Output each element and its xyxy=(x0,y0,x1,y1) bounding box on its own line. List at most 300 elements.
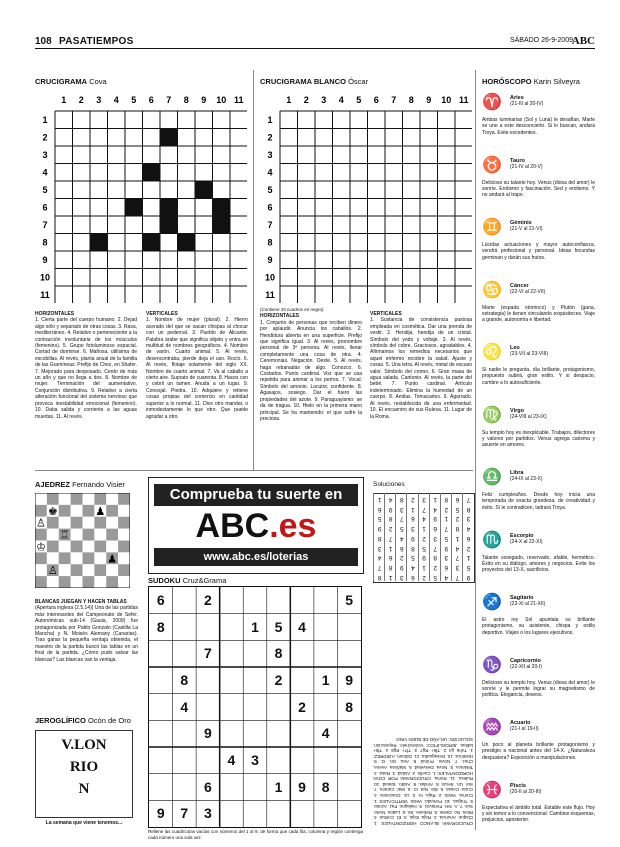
soluciones-sudoku xyxy=(373,493,475,583)
sudoku-cell[interactable]: 9 xyxy=(298,778,306,795)
sign-text: Si nadie le pregunta, día brillante, protagonismo, propuesto subirá, gran estilo. Y si despacio, cumbre a lo autosuficiente. xyxy=(482,367,595,386)
solution-cell: 6 xyxy=(462,532,474,542)
row-number: 4 xyxy=(267,167,273,178)
sudoku-cell[interactable]: 4 xyxy=(180,698,189,715)
solution-cell: 9 xyxy=(418,552,430,562)
row-number: 2 xyxy=(42,132,48,143)
sudoku-cell[interactable]: 3 xyxy=(251,752,259,768)
row-number: 9 xyxy=(42,254,48,265)
chess-piece: ♟ xyxy=(95,504,106,518)
chess-square xyxy=(118,505,130,517)
gminis-icon: ♊ xyxy=(482,219,502,236)
crucigrama-title: CRUCIGRAMA Cova xyxy=(35,77,107,86)
chess-square xyxy=(71,552,83,564)
sign-name: Aries xyxy=(510,95,524,101)
row-number: 9 xyxy=(267,254,273,265)
chess-square xyxy=(59,552,71,564)
crucigrama-blanco-grid xyxy=(260,91,472,303)
column-divider xyxy=(475,70,476,830)
crucigrama-blanco-verticales: VERTICALES 1. Sustancia de consistencia pastosa empleada en cosmética. Dar una prenda de vestir. 2. Hendija, hendija de un cristal. Símbolo del yodo y voltaje. 3. Al revés, símbolo del cobre. Graciosos, agradables. 4. Afirmamos los remedios necesarios que aquel enfermo recobre la salud. Ajuste y cosas. 5. Una letra. Al revés, metal de escaso valor. Símbolo del cromo. 6. Gran masa de agua salada. Cantonio. Al revés, la parte del bebé. 7. Punto cardinal. Artículo indeterminado. Elimina la humedad de un cuerpo. 8. Amilas. Tomacarles. 9. Agarrado. Al revés, restablecida de una enfermedad. 10. El encuentro de sus Rulesa. 11. Lugar de la Roma. xyxy=(370,311,472,420)
chess-square xyxy=(35,529,47,541)
chess-square xyxy=(71,505,83,517)
sign-dates: (23-XI al 21-XII) xyxy=(510,601,546,608)
chess-square xyxy=(83,493,95,505)
solution-cell: 5 xyxy=(373,513,385,523)
solution-cell: 8 xyxy=(373,571,385,581)
solution-cell: 2 xyxy=(418,571,430,581)
black-cell xyxy=(143,164,161,182)
sign-text: Delicioso su templo hoy. Venus (diosa del amor) le sonríe y le permite lograr su magnetismo de política. Elegancia, deseos. xyxy=(482,679,595,699)
ad-headline: Comprueba tu suerte en xyxy=(154,484,358,506)
row-number: 1 xyxy=(267,114,273,125)
solution-cell: 4 xyxy=(429,503,441,513)
chess-square xyxy=(94,493,106,505)
solution-cell: 4 xyxy=(418,513,430,523)
sudoku-instructions: Rellene las cuadrículas vacías con números del 1 al 9, de forma que cada fila, columna y región contenga cada número una sola vez. xyxy=(148,829,363,841)
sudoku-cell[interactable]: 9 xyxy=(203,725,212,742)
solution-cell: 1 xyxy=(373,493,385,503)
solution-cell: 1 xyxy=(384,571,396,581)
jeroglifico-line: V.LON xyxy=(61,737,107,753)
column-number: 7 xyxy=(166,95,172,105)
row-number: 8 xyxy=(267,237,273,248)
sign-dates: (21-I al 19-II) xyxy=(510,726,539,733)
chess-square xyxy=(118,564,130,576)
solution-cell: 8 xyxy=(451,522,463,532)
solution-cell: 2 xyxy=(418,532,430,542)
black-cell xyxy=(143,234,161,252)
sudoku-cell[interactable]: 2 xyxy=(274,672,283,688)
solution-cell: 7 xyxy=(451,571,463,581)
solution-cell: 7 xyxy=(451,552,463,562)
solution-cell: 8 xyxy=(462,503,474,513)
sign-name: Leo xyxy=(510,345,520,351)
solution-cell: 4 xyxy=(384,493,396,503)
chess-square xyxy=(83,505,95,517)
solution-cell: 2 xyxy=(384,522,396,532)
solution-cell: 8 xyxy=(384,513,396,523)
row-number: 11 xyxy=(265,289,275,300)
chess-square xyxy=(35,564,47,576)
sudoku-cell[interactable]: 7 xyxy=(203,645,212,662)
chess-square xyxy=(71,517,83,529)
row-number: 10 xyxy=(39,272,51,283)
sign-text: El astro rey Sol apuntala su brillante protagonismo, su asistente, chispa y estilo deportivo. Viajes o los lugares ejecutivos. xyxy=(482,617,595,636)
tauro-icon: ♉ xyxy=(482,156,502,174)
sign-dates: (20-II al 20-III) xyxy=(510,788,542,795)
black-cell xyxy=(160,129,178,147)
column-number: 2 xyxy=(78,95,84,105)
soluciones-text: CRUCIGRAMA BLANCO HORIZONTALES: 1. Claque. Anuncia. 2. Raja. Equi. 3. Él. Colmar. 4. Ritos. No. Oeste. 5. Rebane. Sé. 6. Lados. Norte. Sus. 7. A. NH. Portavoz. 8. Halagos. Paz. Azotar. 9. Tragua. 10. Pomada. Vestir. VERTICALES: 1. Crema. Vestir. 2. Raja. IV. 3. Uc. Graciosos. 4. Curar. Cosas. 5. Ele. Nat. Cr. 6. Mar. Canton. 7. Sur. Un. Secar. 8. Amilas. 9. Asido. Sanad. 10. Rulesa. 11. Roma. CRUCIGRAMA POR COVA HORIZONTALES: 1. Cuello. 2. Aislad. 3. Rasa. 4. Tetánica. 5. Nova. Desvelad. 6. Mañosa. Avena. Chez. 7. Novio. Primal. 8. Ana. On. O. 9. Histérica. 10. Desaguaba. 11. Odnum. AJEDREZ: 1. Txh6 g4 2. Tf6+ Rg7 3. Tf7+ Rg6 4. Tf6+ tablas. JEROGLÍFICO: Violonchelo. Reposición. SOLUCIÓN: UN AÑO DE BUEN VINO xyxy=(373,737,473,826)
solution-cell: 7 xyxy=(440,522,452,532)
piscis-icon: ♓ xyxy=(482,781,502,799)
sign-text: Delicioso su talante hoy. Venus (diosa del amor) le sonríe. Erotismo y fascinación. Sed y erotismo. Y no andará al trapo. xyxy=(482,179,595,199)
sudoku-cell[interactable]: 8 xyxy=(180,672,189,688)
sudoku-cell[interactable]: 6 xyxy=(203,778,212,795)
column-number: 8 xyxy=(408,95,414,105)
chess-square xyxy=(59,541,71,553)
sudoku-cell[interactable]: 9 xyxy=(156,805,165,822)
row-number: 7 xyxy=(267,219,273,230)
black-cell xyxy=(160,199,178,217)
solution-cell: 3 xyxy=(406,522,418,532)
solution-cell: 7 xyxy=(429,542,441,552)
column-number: 11 xyxy=(458,95,469,105)
chess-square xyxy=(118,493,130,505)
solution-cell: 5 xyxy=(406,552,418,562)
chess-square xyxy=(106,564,118,576)
loterias-ad[interactable] xyxy=(148,477,364,574)
chess-square xyxy=(106,517,118,529)
solution-cell: 4 xyxy=(406,561,418,571)
solution-cell: 9 xyxy=(462,571,474,581)
crucigrama-verticales: VERTICALES 1. Nombre de mujer (plural). 2. Hierro acerado del que se sacan chispas al chocar con un pedernal. 3. Pueblo de Alicante. Palabra árabe que significa objeto y entra en multitud de nombres geográficos. 4. Nombre de varón. Cuarto animal. 5. Al revés, desencontraba, pierde deja el uso. Rocío. 6. Al revés, flotaje solamente del siglo XX. Nombre de cuarto animal. 7. Va al caballo a cierto aire. Suprato de cuarenta. 8. Haces con y cebril un tamen. Anuda a un lugar. 9. Conosjal. Piedra. 10. Adquiere y retiene cosas propias del comercio en cantidad superior a lo normal. 11. Dice otro mandar, o inmodestamente lo que otro. Que puede agradar a otro. xyxy=(146,311,249,420)
sign-name: Escorpio xyxy=(510,532,534,539)
acuario-icon: ♒ xyxy=(482,719,502,736)
chess-square xyxy=(83,541,95,553)
row-number: 3 xyxy=(42,149,48,160)
chess-square xyxy=(71,541,83,553)
solution-cell: 3 xyxy=(462,513,474,523)
chess-square xyxy=(94,576,106,588)
sudoku-cell[interactable]: 1 xyxy=(321,672,330,688)
solution-cell: 4 xyxy=(373,552,385,562)
chess-square xyxy=(94,552,106,564)
solution-cell: 8 xyxy=(440,493,452,503)
jeroglifico-line: N xyxy=(78,781,90,797)
sudoku-cell[interactable]: 4 xyxy=(321,725,330,742)
column-number: 1 xyxy=(286,95,292,105)
solution-cell: 6 xyxy=(406,571,418,581)
solution-cell: 2 xyxy=(429,561,441,571)
section-divider xyxy=(35,470,473,471)
sudoku-cell[interactable]: 7 xyxy=(180,805,189,822)
column-number: 6 xyxy=(148,95,154,105)
horoscopo-title: HORÓSCOPO Karin Silveyra xyxy=(482,77,580,86)
solution-cell: 1 xyxy=(418,561,430,571)
column-number: 9 xyxy=(426,95,432,105)
sign-dates: (22-VI al 22-VII) xyxy=(510,288,546,295)
chess-square xyxy=(35,493,47,505)
solution-cell: 7 xyxy=(373,561,385,571)
row-number: 10 xyxy=(264,272,276,283)
row-number: 6 xyxy=(267,202,273,213)
chess-square xyxy=(47,529,59,541)
chess-square xyxy=(71,564,83,576)
chess-square xyxy=(83,529,95,541)
jeroglifico-title: JEROGLÍFICO Ocón de Oro xyxy=(35,716,131,725)
chess-square xyxy=(94,517,106,529)
solution-cell: 4 xyxy=(440,571,452,581)
row-number: 7 xyxy=(42,219,48,230)
column-number: 6 xyxy=(373,95,379,105)
sign-text: Lúcidas actuaciones y mayor autoconfianza, vendrá profesional y personal. Ideas fecundas germinan y darán sus frutos. xyxy=(482,242,595,261)
solution-cell: 5 xyxy=(451,503,463,513)
sudoku-title: SUDOKU Cruz&Grama xyxy=(148,576,227,585)
crucigrama-blanco-title: CRUCIGRAMA BLANCO Óscar xyxy=(260,77,369,86)
solution-cell: 8 xyxy=(406,542,418,552)
column-number: 5 xyxy=(356,95,362,105)
column-number: 3 xyxy=(96,95,102,105)
column-number: 1 xyxy=(61,95,67,105)
solution-cell: 9 xyxy=(373,522,385,532)
section-title: PASATIEMPOS xyxy=(59,36,134,47)
chess-square xyxy=(83,517,95,529)
sign-text: Ambas luminarias (Sol y Luna) le desafían. Marte se une a este desconcierto. Si lo buscan, andará Troya. Evite excedentes. xyxy=(482,117,595,136)
solution-cell: 1 xyxy=(451,532,463,542)
solution-cell: 7 xyxy=(395,513,407,523)
chess-square xyxy=(59,493,71,505)
chess-square xyxy=(83,564,95,576)
black-cell xyxy=(213,199,231,217)
solution-cell: 9 xyxy=(440,542,452,552)
solution-cell: 8 xyxy=(373,532,385,542)
solution-cell: 3 xyxy=(395,571,407,581)
chess-square xyxy=(47,576,59,588)
sign-name: Tauro xyxy=(510,157,525,164)
solution-cell: 9 xyxy=(406,532,418,542)
sudoku-cell[interactable]: 5 xyxy=(274,618,283,635)
black-cell xyxy=(90,234,108,252)
column-divider xyxy=(253,70,254,470)
solution-cell: 1 xyxy=(406,503,418,513)
abc-logo: ABC xyxy=(571,35,595,47)
chess-piece: ♙ xyxy=(47,564,58,578)
chess-square xyxy=(106,529,118,541)
chess-square xyxy=(106,493,118,505)
chess-piece: ♖ xyxy=(59,528,70,542)
chess-square xyxy=(83,552,95,564)
sign-dates: (21-III al 20-IV) xyxy=(510,101,544,108)
solution-cell: 6 xyxy=(451,493,463,503)
chess-piece: ♟ xyxy=(107,552,118,566)
column-number: 3 xyxy=(321,95,327,105)
chess-piece: ♚ xyxy=(47,504,58,518)
chess-square xyxy=(118,552,130,564)
sign-dates: (21-V al 21-VI) xyxy=(510,226,543,233)
solution-cell: 7 xyxy=(384,532,396,542)
solution-cell: 7 xyxy=(418,503,430,513)
sudoku-cell[interactable]: 5 xyxy=(345,592,354,608)
solution-cell: 5 xyxy=(429,571,441,581)
solution-cell: 2 xyxy=(406,493,418,503)
sign-text: Feliz cumpleaños. Desde hoy inicia una temporada de exacta grandeza, de creatividad y éxito. Sí le contradicen, ladrará Troya. xyxy=(482,492,595,511)
chess-square xyxy=(47,552,59,564)
solution-cell: 9 xyxy=(395,561,407,571)
chess-square xyxy=(106,541,118,553)
chess-square xyxy=(59,505,71,517)
black-cell xyxy=(213,216,231,234)
column-number: 5 xyxy=(131,95,137,105)
sign-text: Su templo hoy es inexplicable. Trabajos, dilectores y valores por partidos. Venus agrega carisma y asuerte en amores. xyxy=(482,429,595,449)
chess-square xyxy=(106,576,118,588)
solution-cell: 2 xyxy=(440,503,452,513)
ajedrez-caption: BLANCAS JUEGAN Y HACEN TABLAS (Apertura inglesa (2.5.14)) Una de las partidas más interesantes del Campeonato de Sefer. Autonómicas sub-14 (Gaula, 2009) fue protagonizada por Pablo Gonzalo (Castilla La Mancha) y N. Moisés Alemany (Canarias). Tras ganar la pequeña ventaja obtenida, el maestro de la partida buscó las tablas en un final de la partida. ¿Cómo pudo salvar las blancas? Las blancas van la ventaja. xyxy=(35,599,138,663)
chess-square xyxy=(94,541,106,553)
jeroglifico-line: RIO xyxy=(69,759,99,775)
sudoku-cell[interactable]: 1 xyxy=(251,618,259,635)
sign-name: Libra xyxy=(510,470,524,476)
chess-square xyxy=(83,576,95,588)
sign-text: Expectativa el ámbito total. Estable este flujo. Hoy y sin temor a lo convencional. Cambios esquemas, prejuicios, aposterior. xyxy=(482,804,595,824)
black-cell xyxy=(125,199,143,217)
sign-text: Marte (espada otorrinco) y Plutón (gana, estrategia) le tienen vinculando exquisiteces. Viaje a grande, autonomía e libertad. xyxy=(482,304,595,324)
crucigrama-horizontales: HORIZONTALES 1. Cierta parte del cuerpo humano. 2. Dejad algo sólo y separado de otras cosas. 3. Rasa, mediterráneo. 4. Relativo o perteneciente a la contracción involuntaria de los músculos (femenino). 5. Grupo fotoluminoso espacial. Cortad de dormirse. 6. Mañosa, utilísima de escobillas. Al revés, planta anual de la familia de las Gramíneas. Prefijo de Chez, en Shafer. 7. Mejorado para desposado. Cerdo de más un año y que no llega a dos. 8. Nombre de mujer. Terminación del aumentativo. Conjunción distributiva. 9. Relativo a cierta alteración funcional del sistema nervioso que provoca inestabilidad emocional (femenino). 10. Daba salida y corriente a las aguas muertas. 11. Al revés. xyxy=(35,311,137,420)
solution-cell: 1 xyxy=(384,542,396,552)
sudoku-cell[interactable]: 8 xyxy=(345,698,354,715)
column-number: 11 xyxy=(233,95,244,105)
virgo-icon: ♍ xyxy=(482,406,502,424)
sign-dates: (24-IX al 23-X) xyxy=(510,476,543,483)
solution-cell: 6 xyxy=(406,513,418,523)
solution-cell: 5 xyxy=(418,542,430,552)
soluciones-title: Soluciones xyxy=(373,481,405,488)
column-number: 9 xyxy=(201,95,207,105)
solution-cell: 2 xyxy=(395,552,407,562)
row-number: 11 xyxy=(40,289,50,300)
black-cell xyxy=(178,234,196,252)
jeroglifico-caption: La semana que viene tenemos... xyxy=(45,820,123,826)
sudoku-cell[interactable]: 1 xyxy=(274,778,283,795)
solution-cell: 8 xyxy=(395,493,407,503)
column-number: 7 xyxy=(391,95,397,105)
solution-cell: 3 xyxy=(440,552,452,562)
solution-cell: 6 xyxy=(373,503,385,513)
sudoku-cell[interactable]: 4 xyxy=(227,752,236,768)
solution-cell: 2 xyxy=(462,542,474,552)
solution-cell: 6 xyxy=(395,542,407,552)
sagitario-icon: ♐ xyxy=(482,594,502,611)
sign-dates: (22-XII al 20-I) xyxy=(510,663,542,670)
solution-cell: 1 xyxy=(418,522,430,532)
solution-cell: 3 xyxy=(373,542,385,552)
sign-text: Un poco al planeta brillante protagonismo y prestigio a nacional antes del 14-X. ¿Naturaleza despusiera? Exposición a manipulaciones. xyxy=(482,742,595,761)
solution-cell: 4 xyxy=(395,532,407,542)
chess-square xyxy=(47,541,59,553)
solution-cell: 1 xyxy=(429,493,441,503)
chess-board xyxy=(35,493,130,588)
solution-cell: 5 xyxy=(395,522,407,532)
crucigrama-blanco-horizontales: (Contiene 35 cuadros en negro) HORIZONTALES 1. Conjunto de personas que reciben dinero por aplaudir. Anuncia los caballos. 2. Hendidura abierta en una superficie. Prefijo que significa igual. 3. Al revés, pronombre personal de 3ª persona. Al revés, llenar completamente una cosa de otra. 4. Ceremonias. Negación. Oeste. 5. Al revés, haga rebanadas de algo. Conozco. 6. Costados. Punto cardinal. Voz que se usa repetida para animar a los perros. 7. Vocal. Símbolo del amonio. Locutor, confidente. 8. Agasajos, sosiego. Dar el fuero las propiedades del azote. 9. Paraguayismo: se da de tragua. 10. Hielo en la primera mano principal. Se ha mantenido: el que sufre la preciosa. xyxy=(260,307,362,422)
solution-cell: 7 xyxy=(462,493,474,503)
sudoku-cell[interactable]: 2 xyxy=(298,698,306,715)
solution-cell: 1 xyxy=(462,552,474,562)
column-number: 8 xyxy=(183,95,189,105)
escorpio-icon: ♏ xyxy=(482,531,502,549)
sign-text: Talante sosegado, reservado, afable, hermético. Éxito en su diálogo, amores y negocios. Evite los proyectos del 13-X, sacrificios. xyxy=(482,554,595,574)
sudoku-cell[interactable]: 6 xyxy=(156,592,165,608)
sudoku-cell[interactable]: 9 xyxy=(345,672,354,688)
solution-cell: 8 xyxy=(429,552,441,562)
page-header xyxy=(35,34,595,49)
chess-square xyxy=(35,552,47,564)
libra-icon: ♎ xyxy=(482,469,502,486)
chess-square xyxy=(118,517,130,529)
capricornio-icon: ♑ xyxy=(482,656,502,674)
sign-name: Acuario xyxy=(510,720,531,726)
chess-square xyxy=(59,517,71,529)
sudoku-cell[interactable]: 8 xyxy=(321,778,330,795)
chess-square xyxy=(47,493,59,505)
sign-name: Piscis xyxy=(510,782,526,789)
chess-square xyxy=(35,576,47,588)
chess-square xyxy=(71,576,83,588)
column-number: 10 xyxy=(441,95,452,105)
jeroglifico-box xyxy=(35,730,133,818)
page-date: SÁBADO 26-9-2009 xyxy=(509,37,573,44)
row-number: 5 xyxy=(42,184,48,195)
row-number: 1 xyxy=(42,114,48,125)
solution-cell: 6 xyxy=(429,522,441,532)
row-number: 8 xyxy=(42,237,48,248)
chess-square xyxy=(106,505,118,517)
column-number: 4 xyxy=(338,95,344,105)
cncer-icon: ♋ xyxy=(482,281,502,299)
solution-cell: 3 xyxy=(429,532,441,542)
solution-cell: 4 xyxy=(462,522,474,532)
black-cell xyxy=(195,181,213,199)
ajedrez-title: AJEDREZ Fernando Visier xyxy=(35,480,125,489)
chess-square xyxy=(47,517,59,529)
row-number: 6 xyxy=(42,202,48,213)
chess-square xyxy=(35,505,47,517)
solution-cell: 6 xyxy=(384,552,396,562)
column-number: 4 xyxy=(113,95,119,105)
sudoku-cell[interactable]: 8 xyxy=(156,618,165,635)
row-number: 5 xyxy=(267,184,273,195)
sudoku-grid xyxy=(148,586,362,828)
black-cell xyxy=(160,216,178,234)
sign-dates: (24-X al 22-XI) xyxy=(510,538,543,545)
ad-brand: ABC.es xyxy=(195,507,317,545)
solution-cell: 3 xyxy=(451,561,463,571)
crucigrama-grid xyxy=(35,91,247,303)
leo-icon: ♌ xyxy=(482,344,502,361)
sign-dates: (21-IV al 20-V) xyxy=(510,163,543,170)
chess-square xyxy=(71,529,83,541)
chess-piece: ♔ xyxy=(36,540,46,554)
sudoku-cell[interactable]: 3 xyxy=(203,805,212,822)
solution-cell: 2 xyxy=(451,513,463,523)
chess-square xyxy=(118,529,130,541)
solution-cell: 3 xyxy=(418,493,430,503)
chess-square xyxy=(94,529,106,541)
sign-dates: (23-VII al 23-VIII) xyxy=(510,351,549,358)
solution-cell: 8 xyxy=(384,561,396,571)
sign-name: Virgo xyxy=(510,407,524,414)
sudoku-cell[interactable]: 8 xyxy=(274,645,283,662)
sudoku-cell[interactable]: 2 xyxy=(203,592,212,608)
solution-cell: 9 xyxy=(384,503,396,513)
chess-square xyxy=(59,564,71,576)
ad-url[interactable]: www.abc.es/loterias xyxy=(154,548,358,566)
page-number: 108 xyxy=(35,36,52,47)
sign-dates: (24-VIII al 23-IX) xyxy=(510,413,547,420)
row-number: 3 xyxy=(267,149,273,160)
row-number: 4 xyxy=(42,167,48,178)
solution-cell: 5 xyxy=(462,561,474,571)
chess-square xyxy=(71,493,83,505)
sudoku-cell[interactable]: 4 xyxy=(298,618,306,635)
column-number: 10 xyxy=(216,95,227,105)
solution-cell: 3 xyxy=(395,503,407,513)
chess-square xyxy=(118,541,130,553)
column-number: 2 xyxy=(303,95,309,105)
sign-name: Géminis xyxy=(510,220,532,226)
chess-square xyxy=(59,576,71,588)
sign-name: Cáncer xyxy=(510,282,529,289)
chess-piece: ♙ xyxy=(36,516,46,530)
